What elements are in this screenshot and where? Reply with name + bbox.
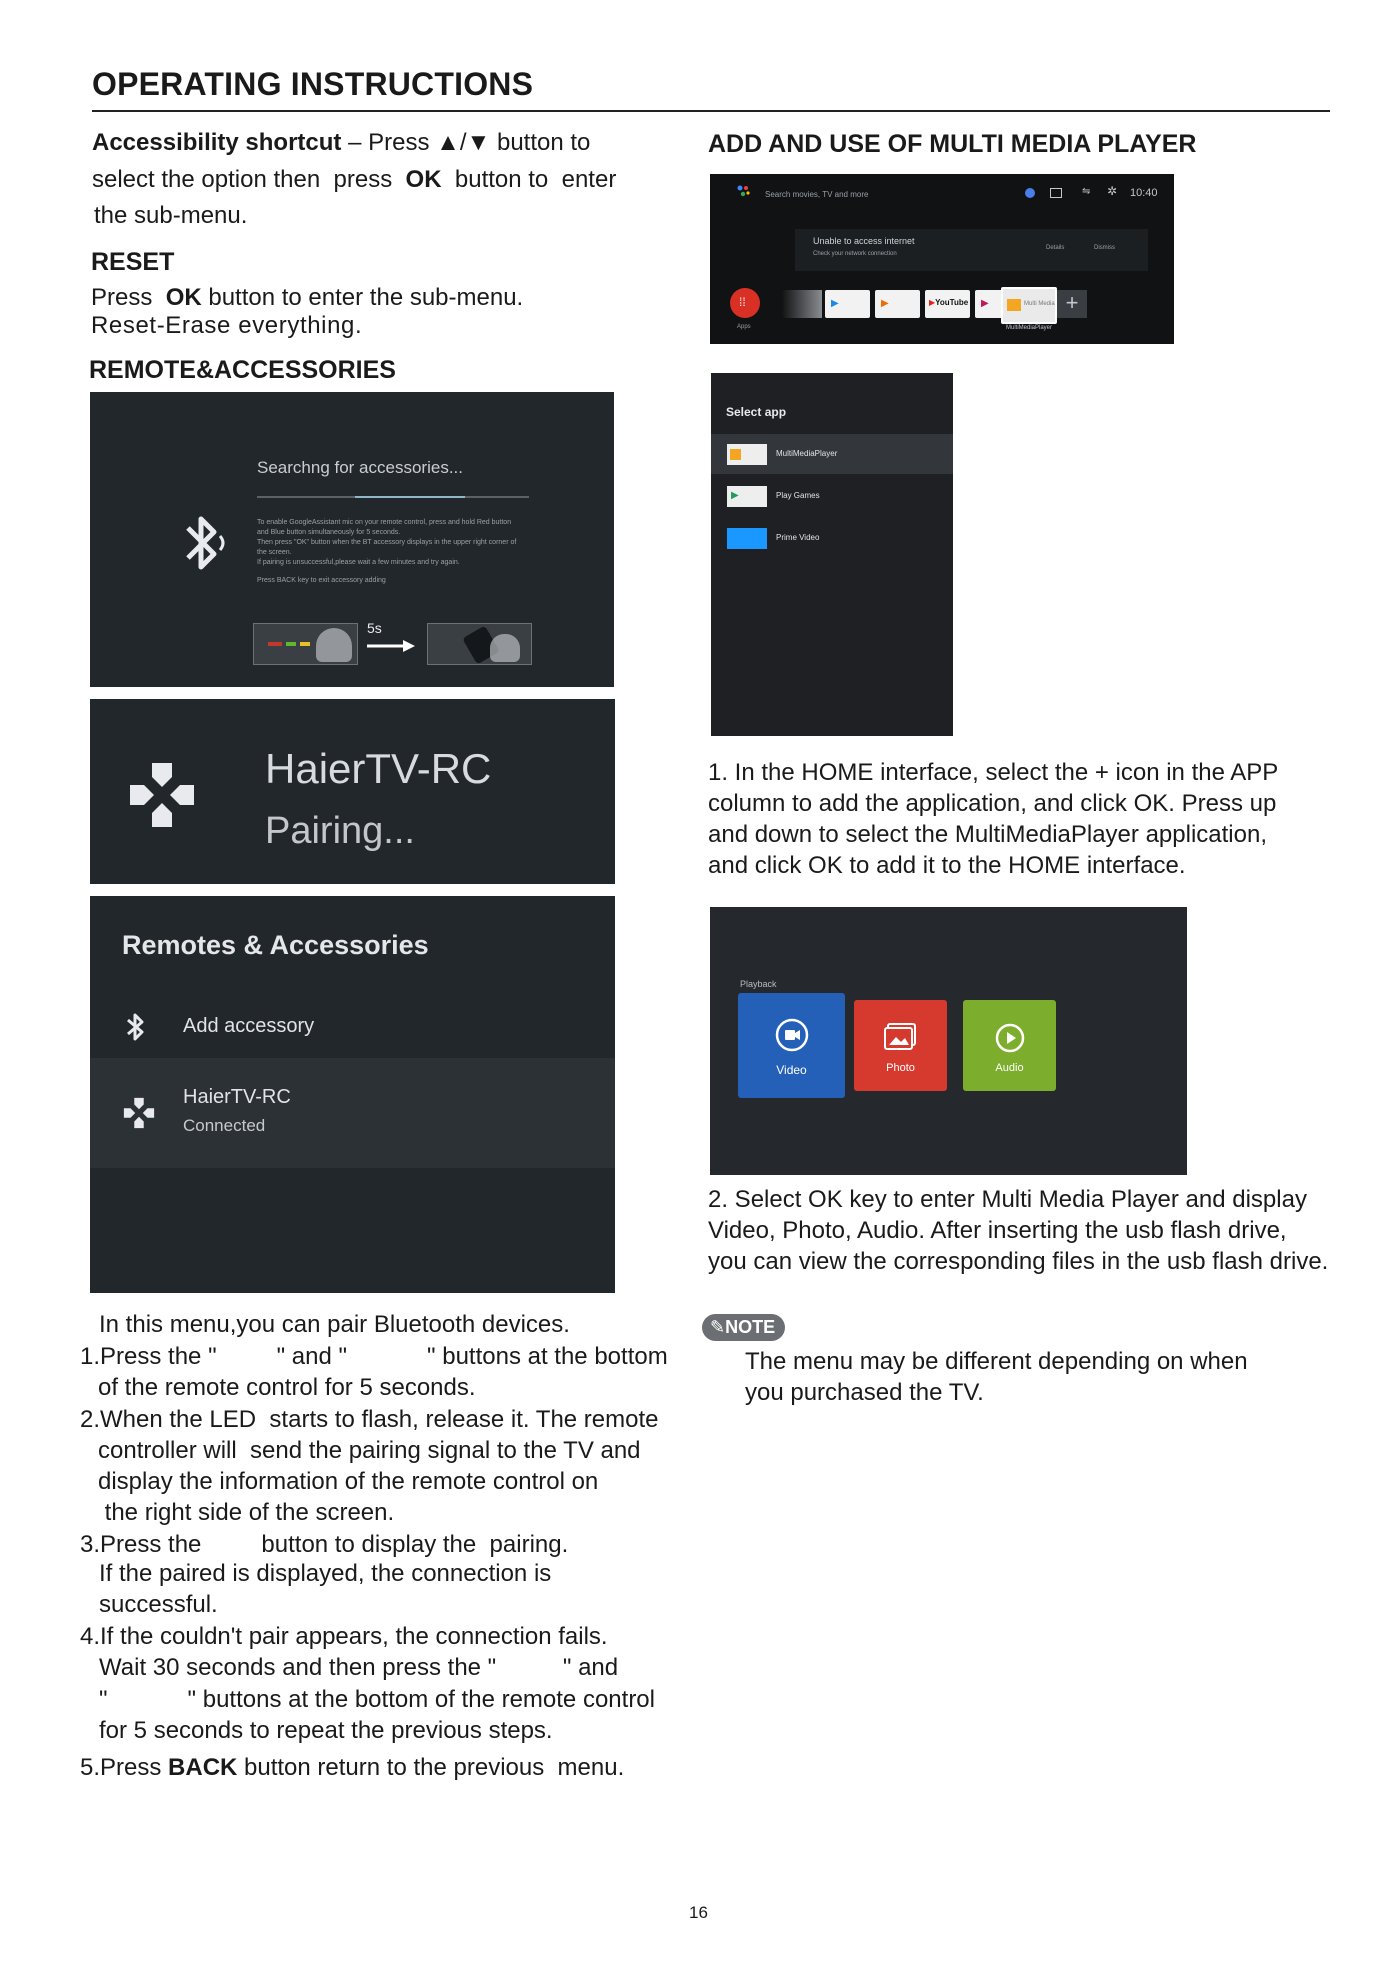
- red-button-mark: [268, 642, 282, 646]
- photo-tile-label: Photo: [886, 1062, 915, 1074]
- home-search[interactable]: Search movies, TV and more: [765, 190, 869, 199]
- reset-line1a: Press: [91, 284, 166, 311]
- instruction-step5: [80, 1752, 624, 1783]
- google-play-movies-tile[interactable]: [825, 290, 870, 318]
- select-app-item-prime-video[interactable]: [711, 518, 953, 558]
- accessibility-line2: [92, 164, 616, 195]
- gamepad-icon: [126, 759, 198, 831]
- grid-icon: ⁞⁞: [739, 295, 746, 309]
- multimedia-icon: [727, 444, 767, 465]
- hand-icon: [316, 628, 352, 662]
- title-rule: [92, 110, 1330, 112]
- instruction-line: controller will send the pairing signal to the TV and: [98, 1437, 641, 1464]
- desc-line: To enable GoogleAssistant mic on your remote control, press and hold Red button: [257, 519, 512, 526]
- pairing-screenshot: [90, 699, 615, 884]
- note-line: The menu may be different depending on when: [745, 1348, 1248, 1375]
- remote-illustration: [253, 623, 358, 665]
- clock: 10:40: [1130, 187, 1158, 199]
- note-line: you purchased the TV.: [745, 1379, 984, 1406]
- bluetooth-icon: [180, 510, 232, 576]
- details-button[interactable]: Details: [1046, 245, 1065, 251]
- green-button-mark: [286, 642, 296, 646]
- ok-key-label: OK: [405, 166, 442, 193]
- step2-line: you can view the corresponding files in the usb flash drive.: [708, 1248, 1329, 1275]
- back-key-label: BACK: [168, 1754, 238, 1781]
- apps-button[interactable]: [730, 288, 760, 318]
- google-assistant-icon: [737, 185, 751, 197]
- reset-line2: Reset-Erase everything.: [91, 312, 363, 339]
- pencil-icon: ✎: [710, 1317, 726, 1337]
- select-app-item-label: MultiMediaPlayer: [776, 449, 838, 458]
- youtube-play-icon: ▶: [929, 298, 936, 307]
- dismiss-button[interactable]: Dismiss: [1094, 245, 1115, 251]
- step1-line: column to add the application, and click OK. Press up: [708, 790, 1277, 817]
- accessibility-line1-rest: – Press ▲/▼ button to: [341, 129, 591, 156]
- searching-description: [257, 518, 557, 568]
- step1-line: 1. In the HOME interface, select the + icon in the APP: [708, 759, 1279, 786]
- play-icon: ▶: [881, 298, 889, 309]
- step2-line: 2. Select OK key to enter Multi Media Player and display: [708, 1186, 1307, 1213]
- home-screenshot: [710, 174, 1174, 344]
- wifi-icon: ⇋: [1082, 186, 1091, 197]
- select-app-title: Select app: [726, 405, 787, 419]
- play-icon: ▶: [731, 490, 739, 501]
- prime-video-icon: [727, 528, 767, 549]
- multimedia-tile-label: Multi Media: [1024, 301, 1055, 307]
- play-icon: ▶: [831, 298, 839, 309]
- searching-title: Searchng for accessories...: [257, 458, 463, 477]
- step5a: 5.Press: [80, 1754, 169, 1781]
- youtube-label: YouTube: [935, 298, 969, 307]
- accessibility-line2b: button to enter: [441, 166, 617, 193]
- remotes-title: Remotes & Accessories: [122, 930, 429, 960]
- input-icon[interactable]: [1050, 188, 1062, 198]
- searching-screenshot: [90, 392, 614, 687]
- multimedia-icon: [1007, 299, 1021, 311]
- audio-tile-label: Audio: [995, 1062, 1024, 1074]
- play-games-icon: [727, 486, 767, 507]
- gamepad-icon: [122, 1096, 156, 1130]
- instruction-line: 4.If the couldn't pair appears, the connection fails.: [80, 1623, 608, 1650]
- remotes-accessories-screenshot: [90, 896, 615, 1293]
- playback-label: Playback: [740, 979, 777, 989]
- apps-label: Apps: [737, 324, 751, 330]
- note-badge: [702, 1314, 785, 1341]
- google-play-music-tile[interactable]: [875, 290, 920, 318]
- play-icon: ▶: [981, 298, 989, 309]
- page-number: 16: [689, 1903, 708, 1922]
- back-hint: Press BACK key to exit accessory adding: [257, 577, 386, 584]
- desc-line: Then press "OK" button when the BT accessory displays in the upper right corner of: [257, 539, 517, 546]
- yellow-button-mark: [300, 642, 310, 646]
- paired-device-status: Connected: [183, 1116, 266, 1135]
- accessibility-label: Accessibility shortcut: [92, 129, 342, 156]
- instruction-line: for 5 seconds to repeat the previous steps.: [99, 1717, 553, 1744]
- playback-screenshot: [710, 907, 1187, 1175]
- step2-line: Video, Photo, Audio. After inserting the usb flash drive,: [708, 1217, 1287, 1244]
- youtube-tile[interactable]: [925, 290, 970, 318]
- reset-ok-key: OK: [165, 284, 202, 311]
- search-progress-fill: [355, 496, 465, 498]
- reset-heading: RESET: [91, 248, 175, 276]
- instruction-line: display the information of the remote control on: [98, 1468, 599, 1495]
- timer-label: 5s: [367, 620, 382, 636]
- accessibility-line1: [92, 127, 590, 158]
- accessibility-line3: the sub-menu.: [94, 202, 248, 229]
- multimedia-app-label: MultiMediaPlayer: [1006, 325, 1053, 331]
- select-app-screenshot: [711, 373, 953, 736]
- multimedia-icon-mark: [730, 449, 741, 460]
- multimedia-heading: ADD AND USE OF MULTI MEDIA PLAYER: [708, 130, 1197, 158]
- bluetooth-icon: [124, 1011, 148, 1043]
- video-tile-label: Video: [776, 1063, 807, 1077]
- notice-title: Unable to access internet: [813, 236, 915, 246]
- audio-tile[interactable]: [963, 1000, 1056, 1091]
- instruction-line: of the remote control for 5 seconds.: [98, 1374, 476, 1401]
- multimedia-player-tile[interactable]: [1001, 287, 1057, 324]
- step1-line: and click OK to add it to the HOME interface.: [708, 852, 1186, 879]
- device-row-highlight[interactable]: [90, 1058, 615, 1168]
- instruction-line: successful.: [99, 1591, 218, 1618]
- reset-line1b: button to enter the sub-menu.: [201, 284, 524, 311]
- desc-line: the screen.: [257, 549, 292, 556]
- instruction-line: Wait 30 seconds and then press the " " and: [99, 1654, 619, 1681]
- notice-subtitle: Check your network connection: [813, 251, 897, 257]
- note-badge-label: NOTE: [725, 1317, 776, 1337]
- video-tile[interactable]: [738, 993, 845, 1098]
- select-app-item-play-games[interactable]: [711, 476, 953, 516]
- pairing-status: Pairing...: [265, 810, 415, 852]
- youtube-logo: [929, 298, 968, 307]
- remote-illustration-2: [427, 623, 532, 665]
- select-app-item-label: Prime Video: [776, 533, 820, 542]
- device-name: HaierTV-RC: [265, 745, 492, 792]
- photo-icon: [883, 1022, 919, 1052]
- instruction-line: If the paired is displayed, the connection is: [99, 1560, 552, 1587]
- instruction-intro: In this menu,you can pair Bluetooth devices.: [99, 1311, 570, 1338]
- instruction-line: 1.Press the " " and " " buttons at the bottom: [80, 1343, 668, 1370]
- remote-heading: REMOTE&ACCESSORIES: [89, 356, 396, 384]
- instruction-line: " " buttons at the bottom of the remote control: [99, 1686, 655, 1713]
- select-app-item-multimedia[interactable]: [711, 434, 953, 474]
- app-tile-fade: [782, 290, 822, 318]
- gear-icon[interactable]: ✲: [1107, 184, 1118, 198]
- arrow-right-icon: [365, 638, 417, 654]
- hand-icon: [490, 634, 520, 662]
- page-title: OPERATING INSTRUCTIONS: [92, 66, 534, 102]
- step1-line: and down to select the MultiMediaPlayer application,: [708, 821, 1267, 848]
- select-app-item-label: Play Games: [776, 491, 820, 500]
- desc-line: and Blue button simultaneously for 5 seconds.: [257, 529, 401, 536]
- photo-tile[interactable]: [854, 1000, 947, 1091]
- step5b: button return to the previous menu.: [237, 1754, 625, 1781]
- network-notice: [795, 229, 1148, 271]
- video-icon: [774, 1017, 810, 1053]
- desc-line: If pairing is unsuccessful,please wait a few minutes and try again.: [257, 559, 460, 566]
- accessibility-line2a: select the option then press: [92, 166, 406, 193]
- paired-device-name: HaierTV-RC: [183, 1086, 291, 1108]
- audio-icon: [994, 1022, 1026, 1054]
- add-accessory-item[interactable]: Add accessory: [183, 1015, 315, 1037]
- instruction-line: 2.When the LED starts to flash, release it. The remote: [80, 1406, 659, 1433]
- instruction-line: 3.Press the button to display the pairing.: [80, 1531, 569, 1558]
- instruction-line: the right side of the screen.: [98, 1499, 395, 1526]
- add-app-button[interactable]: +: [1057, 290, 1087, 318]
- profile-icon[interactable]: [1025, 188, 1035, 198]
- reset-line1: [91, 282, 523, 313]
